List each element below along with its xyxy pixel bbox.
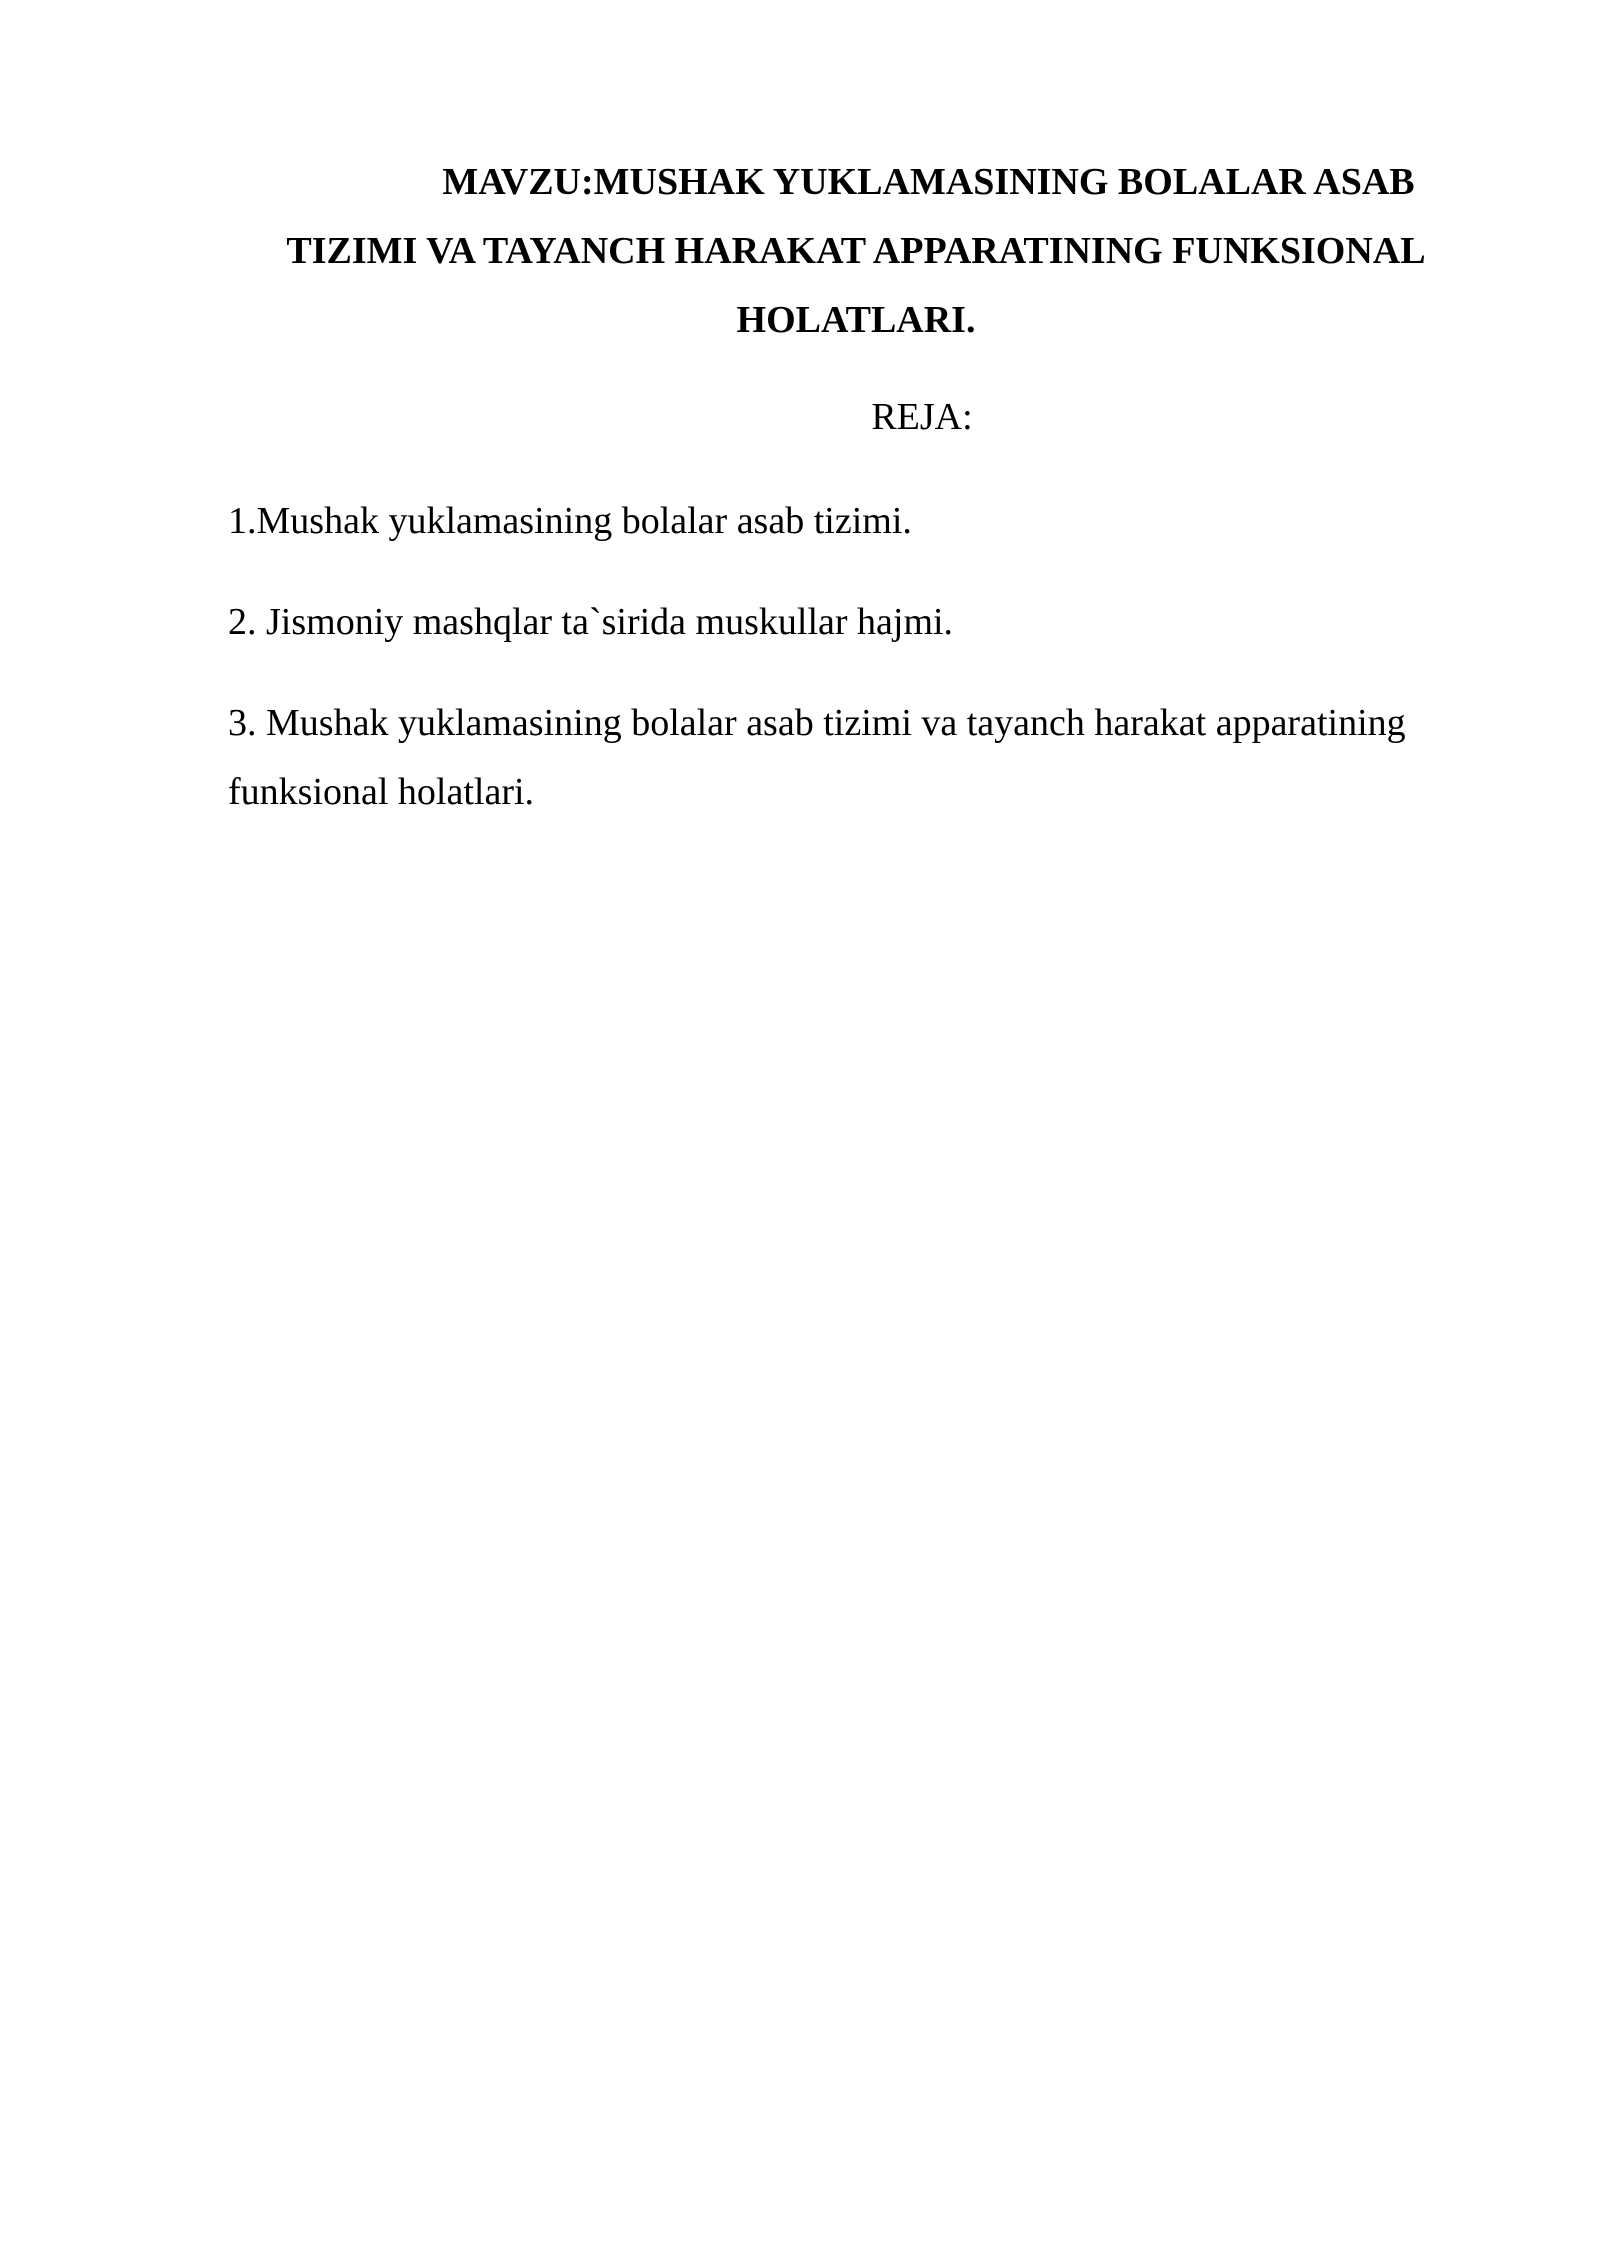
plan-item-3: 3. Mushak yuklamasining bolalar asab tizimi va tayanch harakat apparatining funksional holatlari. xyxy=(228,702,1406,813)
document-title: MAVZU:MUSHAK YUKLAMASINING BOLALAR ASAB TIZIMI VA TAYANCH HARAKAT APPARATINING FUNKSIONAL HOLATLARI. xyxy=(286,161,1426,341)
plan-list xyxy=(228,487,1484,859)
plan-heading: REJA: xyxy=(871,396,973,438)
plan-item-2: 2. Jismoniy mashqlar ta`sirida muskullar hajmi. xyxy=(228,601,954,643)
plan-item-1: 1.Mushak yuklamasining bolalar asab tizimi. xyxy=(228,500,912,542)
